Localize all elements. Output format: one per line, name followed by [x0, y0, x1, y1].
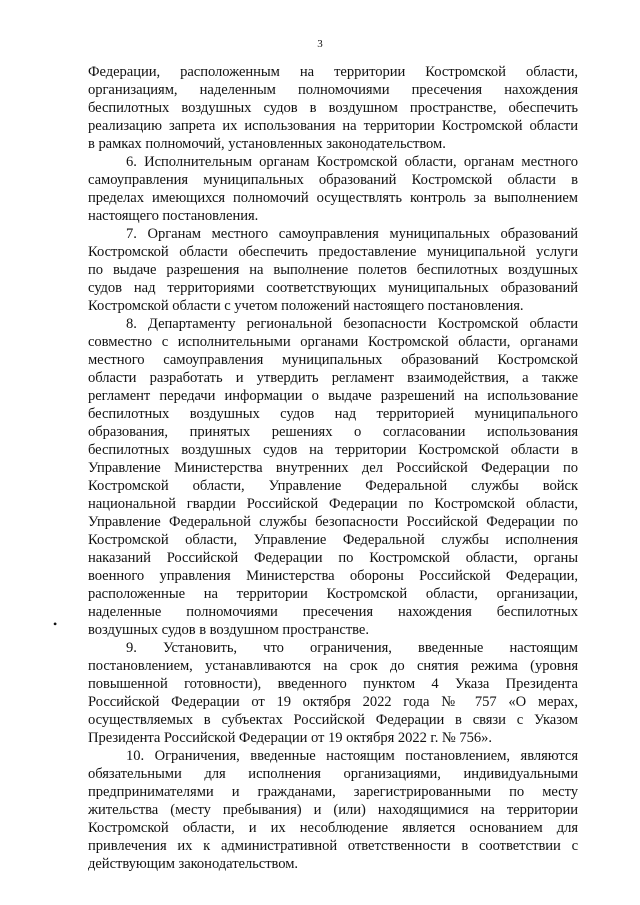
paragraph-9-start: 9. Установить, что ограничения, введенные настоящим	[126, 640, 578, 656]
text-line: Управление Федеральной службы безопасности Российской Федерации по	[88, 514, 578, 530]
text-line: постановлением, устанавливаются на срок до снятия режима (уровня	[88, 658, 578, 674]
text-line: организациям, наделенным полномочиями пресечения нахождения	[88, 82, 578, 98]
text-line: расположенные на территории Костромской области, организации,	[88, 586, 578, 602]
text-line: военного управления Министерства обороны Российской Федерации,	[88, 568, 578, 584]
margin-mark: •	[53, 617, 58, 631]
text-line: образования, принятых решениях о согласовании использования	[88, 424, 578, 440]
text-line: по выдаче разрешения на выполнение полетов беспилотных воздушных	[88, 262, 578, 278]
text-line: Управление Министерства внутренних дел Российской Федерации по	[88, 460, 578, 476]
text-line: Костромской области обеспечить предоставление муниципальной услуги	[88, 244, 578, 260]
text-line: действующим законодательством.	[88, 856, 299, 872]
text-line: реализацию запрета их использования на территории Костромской области	[88, 118, 578, 134]
text-line: области разработать и утвердить регламент взаимодействия, а также	[88, 370, 578, 386]
text-line: беспилотных воздушных судов в воздушном пространстве, обеспечить	[88, 100, 578, 116]
text-line: привлечения их к административной ответственности в соответствии с	[88, 838, 578, 854]
text-line: Костромской области с учетом положений настоящего постановления.	[88, 298, 524, 314]
text-line: беспилотных воздушных судов на территории Костромской области в	[88, 442, 578, 458]
text-line: обязательными для исполнения организациями, индивидуальными	[88, 766, 578, 782]
text-line: Российской Федерации от 19 октября 2022 года № 757 «О мерах,	[88, 694, 578, 710]
text-line: в рамках полномочий, установленных законодательством.	[88, 136, 446, 152]
text-line: настоящего постановления.	[88, 208, 259, 224]
text-line: национальной гвардии Российской Федерации по Костромской области,	[88, 496, 578, 512]
text-line: осуществляемых в субъектах Российской Федерации в связи с Указом	[88, 712, 578, 728]
text-line: Костромской области, Управление Федеральной службы войск	[88, 478, 578, 494]
paragraph-10-start: 10. Ограничения, введенные настоящим постановлением, являются	[126, 748, 578, 764]
text-line: пределах имеющихся полномочий осуществлять контроль за выполнением	[88, 190, 578, 206]
text-line: жительства (месту пребывания) и (или) находящимися на территории	[88, 802, 578, 818]
page-number: 3	[317, 38, 323, 50]
text-line: судов над территориями соответствующих муниципальных образований	[88, 280, 578, 296]
text-line: воздушных судов в воздушном пространстве.	[88, 622, 369, 638]
paragraph-6-start: 6. Исполнительным органам Костромской области, органам местного	[126, 154, 578, 170]
text-line: повышенной готовности), введенного пунктом 4 Указа Президента	[88, 676, 578, 692]
text-line: наказаний Российской Федерации по Костромской области, органы	[88, 550, 578, 566]
text-line: регламент передачи информации о выдаче разрешений на использование	[88, 388, 578, 404]
text-line: предпринимателями и гражданами, зарегистрированными по месту	[88, 784, 578, 800]
paragraph-8-start: 8. Департаменту региональной безопасности Костромской области	[126, 316, 578, 332]
text-line: Президента Российской Федерации от 19 октября 2022 г. № 756».	[88, 730, 492, 746]
text-line: местного самоуправления муниципальных образований Костромской	[88, 352, 578, 368]
paragraph-7-start: 7. Органам местного самоуправления муниципальных образований	[126, 226, 578, 242]
text-line: беспилотных воздушных судов над территорией муниципального	[88, 406, 578, 422]
text-line: Костромской области, Управление Федеральной службы исполнения	[88, 532, 578, 548]
text-line: совместно с исполнительными органами Костромской области, органами	[88, 334, 578, 350]
text-line: Федерации, расположенным на территории Костромской области,	[88, 64, 578, 80]
text-line: Костромской области, и их несоблюдение является основанием для	[88, 820, 578, 836]
text-line: наделенные полномочиями пресечения нахождения беспилотных	[88, 604, 578, 620]
text-line: самоуправления муниципальных образований Костромской области в	[88, 172, 578, 188]
